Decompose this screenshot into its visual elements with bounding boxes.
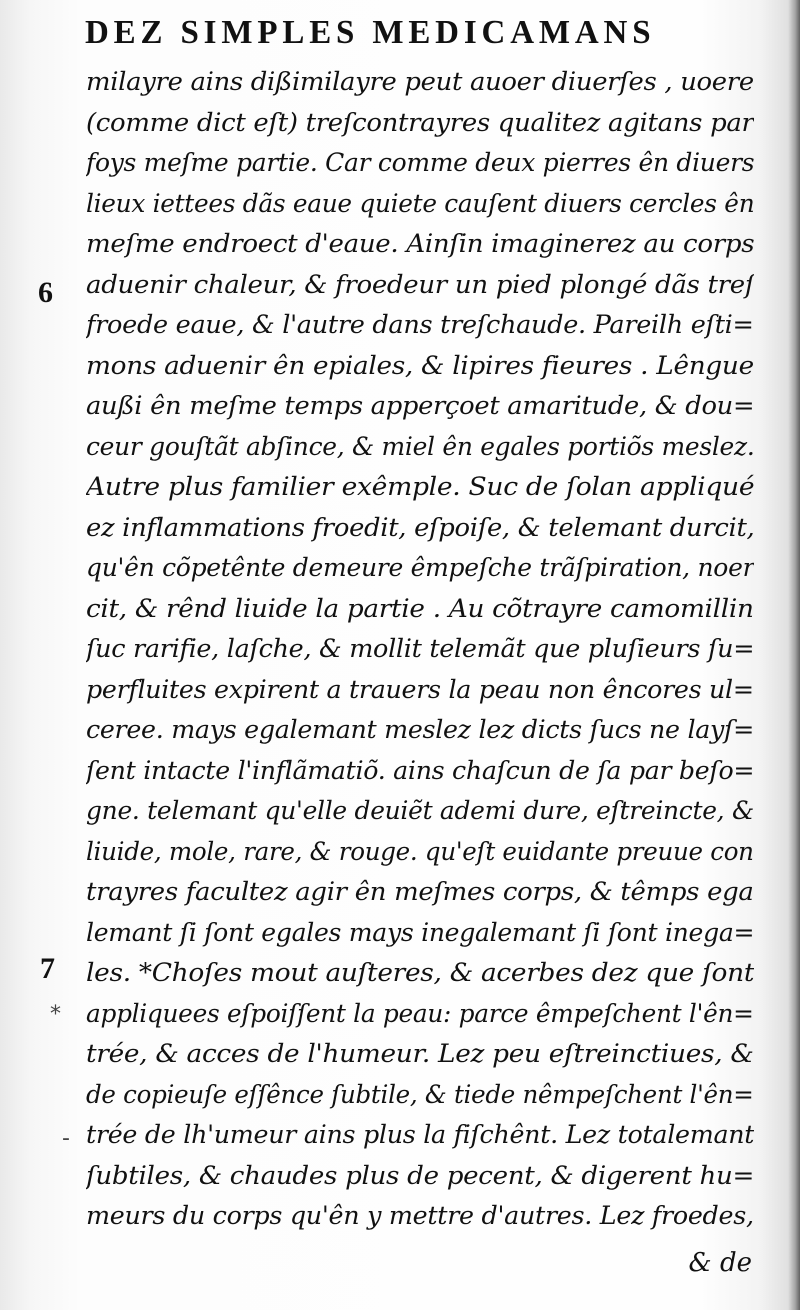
text-line: trayres facultez agir ên meſmes corps, & têmps ega <box>86 877 754 907</box>
page-binding-shadow <box>788 0 800 1310</box>
margin-note-7: 7 <box>40 952 55 985</box>
text-line: de copieuſe eſſênce ſubtile, & tiede nêmpeſchent l'ên= <box>86 1079 754 1110</box>
text-line: aduenir chaleur, & froedeur un pied plongé dãs treſ <box>86 269 754 300</box>
text-line: ſent intacte l'inflãmatiõ. ains chaſcun de ſa par beſo= <box>86 755 754 786</box>
text-line: mons aduenir ên epiales, & lipires fieures . Lêngue <box>86 350 754 381</box>
margin-asterisk-mark: * <box>50 1002 61 1027</box>
text-line: außi ên meſme temps apperçoet amaritude, & dou= <box>86 391 754 421</box>
text-line: ſuc rarifie, laſche, & mollit telemãt que pluſieurs ſu= <box>86 634 754 664</box>
text-line: meurs du corps qu'ên y mettre d'autres. Lez froedes, <box>86 1201 754 1231</box>
text-line: foys meſme partie. Car comme deux pierres ên diuers <box>86 148 754 178</box>
catchword: & de <box>688 1248 752 1278</box>
text-line: lieux iettees dãs eaue quiete cauſent diuers cercles ên <box>86 188 754 219</box>
text-line: qu'ên cõpetênte demeure êmpeſche trãſpiration, noer <box>86 553 754 583</box>
text-line: (comme dict eſt) treſcontrayres qualitez agitans par <box>86 107 754 138</box>
text-line: ez inflammations froedit, eſpoiſe, & telemant durcit, <box>86 512 754 543</box>
margin-dash-mark: - <box>62 1126 70 1151</box>
text-line: froede eaue, & l'autre dans treſchaude. Pareilh eſti= <box>86 310 754 340</box>
text-line: perfluites expirent a trauers la peau non êncores ul= <box>86 674 754 705</box>
text-line: ceree. mays egalemant meslez lez dicts ſucs ne layſ= <box>86 715 754 745</box>
running-title: DEZ SIMPLES MEDICAMANS <box>85 14 656 51</box>
text-line: appliquees eſpoiſſent la peau: parce êmpeſchent l'ên= <box>86 998 754 1029</box>
margin-note-6: 6 <box>38 276 53 309</box>
text-line: meſme endroect d'eaue. Ainſin imaginerez au corps <box>86 229 754 259</box>
text-line: trée, & acces de l'humeur. Lez peu eſtreinctiues, & <box>86 1039 754 1069</box>
text-line: trée de lh'umeur ains plus la fiſchênt. Lez totalemant <box>86 1120 754 1150</box>
text-line: Autre plus familier exêmple. Suc de ſolan appliqué <box>86 472 754 502</box>
text-line: liuide, mole, rare, & rouge. qu'eſt euidante preuue con <box>86 836 754 867</box>
text-line: milayre ains dißimilayre peut auoer diuerſes , uoere <box>86 67 754 97</box>
text-line: gne. telemant qu'elle deuiẽt ademi dure, eſtreincte, & <box>86 796 754 826</box>
text-line: les. *Choſes mout auſteres, & acerbes dez que ſont <box>86 958 754 988</box>
text-line: ſubtiles, & chaudes plus de pecent, & digerent hu= <box>86 1160 754 1191</box>
text-line: ceur gouſtãt abſince, & miel ên egales portiõs meslez. <box>86 431 754 462</box>
body-text <box>86 62 766 1237</box>
text-line: lemant ſi ſont egales mays inegalemant ſi ſont inega= <box>86 917 754 948</box>
text-line: cit, & rênd liuide la partie . Au cõtrayre camomillin <box>86 593 754 624</box>
